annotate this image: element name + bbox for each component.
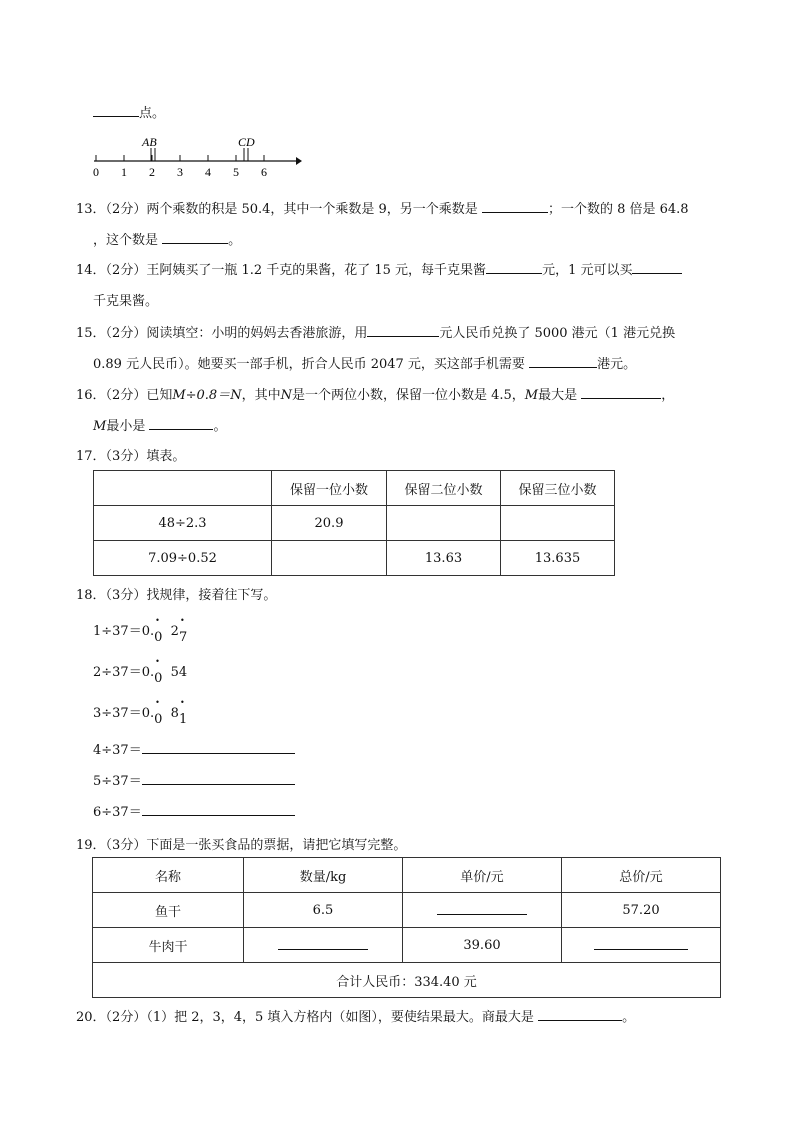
answer-blank[interactable]	[149, 417, 213, 430]
tick-label: 5	[233, 165, 239, 179]
table-row: 牛肉干 39.60	[93, 928, 721, 963]
q14-line2: 千克果酱。	[93, 294, 159, 309]
label-cd: CD	[238, 135, 255, 149]
answer-cell[interactable]	[501, 506, 615, 541]
receipt-table	[92, 857, 721, 998]
answer-cell[interactable]	[244, 928, 403, 963]
answer-blank[interactable]	[581, 386, 661, 399]
table-header: 保留二位小数	[387, 471, 501, 506]
q18-title: 18．（3分）找规律，接着往下写。	[76, 588, 277, 603]
answer-cell[interactable]	[272, 541, 387, 576]
q13-line1: 13．（2分）两个乘数的积是 50.4，其中一个乘数是 9，另一个乘数是 ；一个数的 8 倍是 64.8	[76, 202, 689, 217]
q15-line2: 0.89 元人民币）。她要买一部手机，折合人民币 2047 元，买这部手机需要 港元。	[93, 357, 637, 372]
answer-cell[interactable]	[562, 928, 721, 963]
tick-label: 1	[121, 165, 127, 179]
table-header: 数量/kg	[244, 858, 403, 893]
answer-blank[interactable]	[142, 772, 295, 785]
table-header: 名称	[93, 858, 244, 893]
table-row: 48÷2.3 20.9	[94, 506, 615, 541]
q15-line1: 15．（2分）阅读填空：小明的妈妈去香港旅游，用 元人民币兑换了 5000 港元（1 港元兑换	[76, 326, 676, 341]
pattern-row-2: 2÷37＝0.• 0 54	[93, 661, 187, 680]
q14-line1: 14．（2分）王阿姨买了一瓶 1.2 千克的果酱，花了 15 元，每千克果酱 元，1 元可以买	[76, 259, 682, 278]
tick-label: 0	[93, 165, 99, 179]
answer-blank[interactable]	[482, 200, 548, 213]
rounding-table	[93, 470, 615, 576]
pattern-row-1: 1÷37＝0.• 0 2• 7	[93, 620, 187, 639]
q16-line1: 16．（2分）已知M÷0.8＝N，其中N是一个两位小数，保留一位小数是 4.5，M最大是 ，	[76, 388, 675, 403]
answer-blank[interactable]	[538, 1008, 622, 1021]
answer-blank[interactable]	[142, 741, 295, 754]
table-row: 7.09÷0.52 13.63 13.635	[94, 541, 615, 576]
label-ab: AB	[142, 135, 157, 149]
answer-cell[interactable]	[403, 893, 562, 928]
answer-blank[interactable]	[632, 261, 682, 274]
total-row: 合计人民币：334.40 元	[93, 963, 721, 998]
answer-blank[interactable]	[486, 261, 542, 274]
tick-label: 3	[177, 165, 183, 179]
answer-cell[interactable]	[387, 506, 501, 541]
pattern-row-5: 5÷37＝	[93, 770, 295, 789]
tick-label: 4	[205, 165, 211, 179]
q17-title: 17．（3分）填表。	[76, 449, 186, 464]
table-header: 保留一位小数	[272, 471, 387, 506]
tick-label: 6	[261, 165, 267, 179]
table-header: 总价/元	[562, 858, 721, 893]
pattern-row-6: 6÷37＝	[93, 801, 295, 820]
answer-blank[interactable]	[162, 231, 228, 244]
answer-blank[interactable]	[93, 104, 139, 117]
number-line	[88, 130, 308, 180]
q16-line2: M最小是 。	[93, 419, 227, 434]
answer-blank[interactable]	[367, 324, 439, 337]
q19-title: 19．（3分）下面是一张买食品的票据，请把它填写完整。	[76, 838, 407, 853]
table-row: 鱼干 6.5 57.20	[93, 893, 721, 928]
table-header: 单价/元	[403, 858, 562, 893]
pattern-row-3: 3÷37＝0.• 0 8• 1	[93, 702, 187, 721]
table-header	[94, 471, 272, 506]
tick-label: 2	[149, 165, 155, 179]
pattern-row-4: 4÷37＝	[93, 739, 295, 758]
q12-fragment	[93, 102, 165, 121]
q13-line2: ，这个数是 。	[93, 233, 242, 248]
table-header: 保留三位小数	[501, 471, 615, 506]
fragment-text: 点。	[139, 106, 166, 121]
answer-blank[interactable]	[529, 355, 597, 368]
answer-blank[interactable]	[142, 803, 295, 816]
q20-line: 20．（2分）（1）把 2，3，4，5 填入方格内（如图），要使结果最大。商最大是 。	[76, 1010, 636, 1025]
